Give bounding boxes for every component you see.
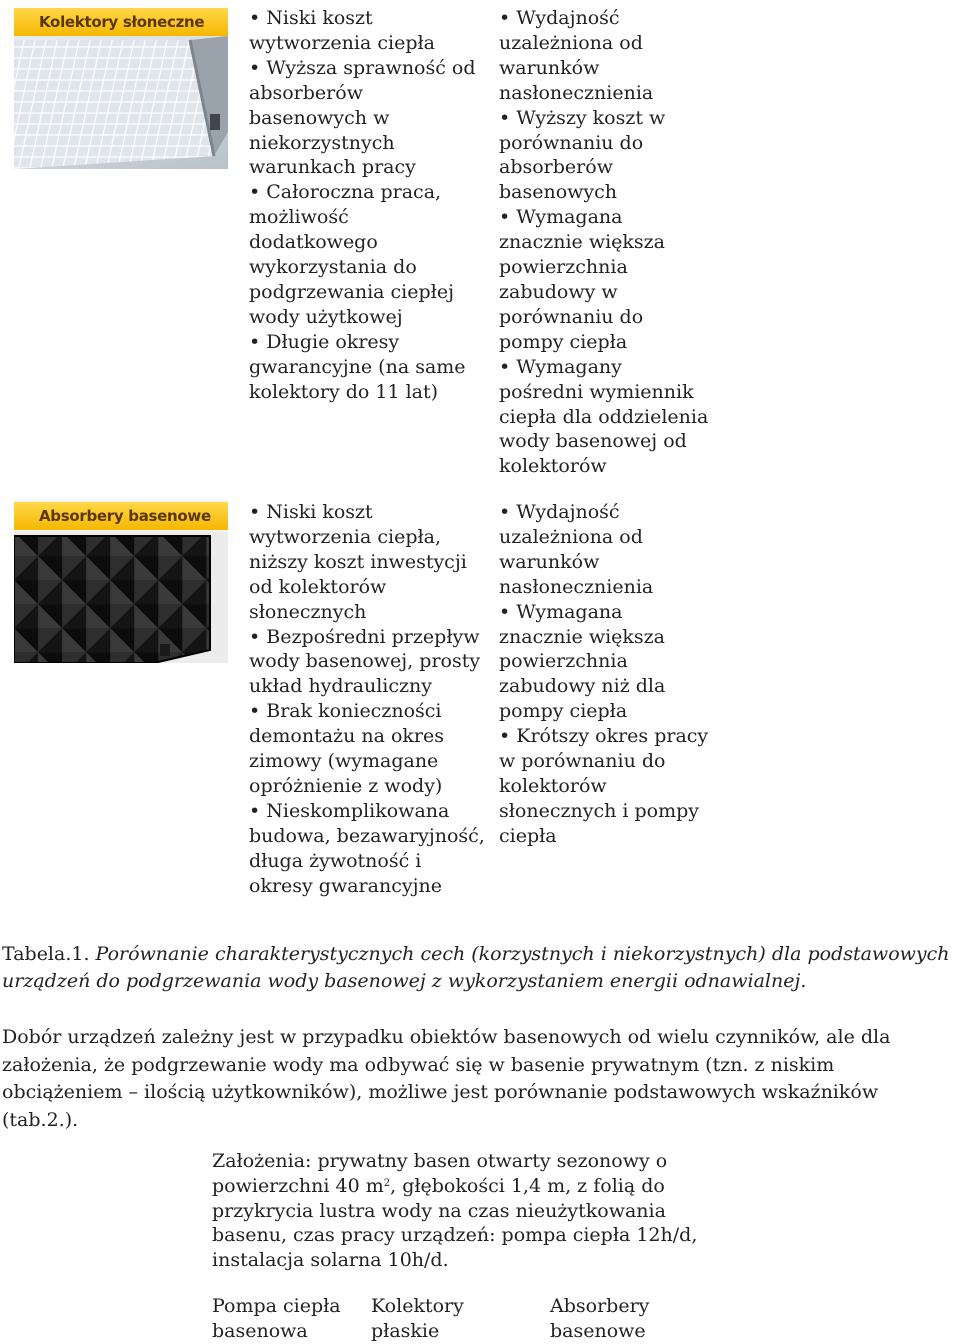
solar-collector-image [14, 8, 228, 169]
text-line: • Wyższa sprawność od [249, 56, 476, 79]
text-line: • Wymagana [499, 600, 623, 623]
text-line: nasłonecznienia [499, 575, 654, 598]
text-line: • Wydajność [499, 501, 620, 523]
text-line: możliwość [249, 206, 349, 229]
assumptions-line [212, 1174, 712, 1199]
pool-absorber-image-label: Absorbery basenowe [14, 502, 228, 530]
text-line: słonecznych [249, 600, 367, 623]
table2-header-heat-pump [212, 1294, 341, 1344]
table2-header-flat-collectors [371, 1294, 464, 1344]
text-line: wytworzenia ciepła [249, 31, 435, 54]
text-line: nasłonecznienia [499, 81, 654, 104]
text-line: wody basenowej od [499, 430, 687, 453]
text-line: • Długie okresy [249, 330, 400, 353]
solar-collector-image-label: Kolektory słoneczne [14, 8, 228, 36]
text-line: absorberów [249, 81, 363, 104]
text-line: uzależniona od [499, 31, 643, 54]
assumptions-block [212, 1149, 712, 1273]
assumptions-text: powierzchni 40 m [212, 1174, 384, 1197]
text-line: od kolektorów [249, 575, 387, 598]
text-line: pompy ciepła [499, 330, 628, 353]
body-paragraph: Dobór urządzeń zależny jest w przypadku obiektów basenowych od wielu czynników, ale dla założenia, że podgrzewanie wody ma odbywać się w basenie prywatnym (tzn. z niskim obciążeniem – ilością użytkowników), możliwe jest porównanie podstawowych wskaźników (tab.2.). [2, 1026, 891, 1131]
table2-header-pool-absorbers [550, 1294, 649, 1344]
text-line: • Wymagana [499, 206, 623, 229]
text-line: zabudowy w [499, 280, 618, 303]
text-line: kolektorów [499, 774, 607, 797]
text-line: • Niski koszt [249, 501, 373, 523]
text-line: powierzchnia [499, 650, 628, 673]
text-line: podgrzewania ciepłej [249, 280, 454, 303]
text-line: basenowych w [249, 106, 390, 129]
text-line: wody użytkowej [249, 305, 403, 328]
assumptions-line: przykrycia lustra wody na czas nieużytkowania [212, 1199, 666, 1222]
solar-collector-photo [14, 36, 228, 169]
text-line: porównaniu do [499, 305, 644, 328]
text-line: znacznie większa [499, 625, 666, 648]
text-line: pośredni wymiennik [499, 380, 694, 403]
header-line: Absorbery [550, 1295, 650, 1317]
text-line: • Wymagany [499, 355, 622, 378]
text-line: znacznie większa [499, 231, 666, 254]
text-line: wykorzystania do [249, 256, 417, 279]
text-line: • Całoroczna praca, [249, 181, 442, 204]
text-line: warunków [499, 550, 600, 573]
text-line: w porównaniu do [499, 750, 666, 773]
text-line: • Brak konieczności [249, 700, 442, 723]
text-line: gwarancyjne (na same [249, 355, 466, 378]
pool-absorber-image [14, 500, 228, 663]
text-line: kolektory do 11 lat) [249, 380, 439, 403]
text-line: warunkach pracy [249, 156, 416, 179]
assumptions-line: Założenia: prywatny basen otwarty sezonowy o [212, 1150, 668, 1172]
text-line: opróżnienie z wody) [249, 774, 443, 797]
assumptions-line: basenu, czas pracy urządzeń: pompa ciepła 12h/d, [212, 1224, 698, 1247]
header-line: basenowa [212, 1319, 308, 1342]
text-line: • Wyższy koszt w [499, 106, 666, 129]
text-line: niższy koszt inwestycji [249, 550, 467, 573]
text-line: dodatkowego [249, 231, 378, 254]
pool-absorber-photo [14, 532, 228, 663]
text-line: warunków [499, 56, 600, 79]
collector-disadvantages [499, 6, 729, 479]
superscript: 2 [383, 1177, 391, 1189]
absorber-disadvantages [499, 500, 734, 849]
text-line: basenowych [499, 181, 618, 204]
table-caption-text: Porównanie charakterystycznych cech (korzystnych i niekorzystnych) dla podstawowych urządzeń do podgrzewania wody basenowej z wykorzystaniem energii odnawialnej. [2, 943, 950, 993]
text-line: • Niski koszt [249, 7, 373, 29]
text-line: powierzchnia [499, 256, 628, 279]
table-caption [2, 941, 952, 996]
text-line: demontażu na okres [249, 725, 444, 748]
header-line: płaskie [371, 1319, 440, 1342]
text-line: • Nieskomplikowana [249, 799, 450, 822]
text-line: uzależniona od [499, 525, 643, 548]
absorber-advantages [249, 500, 489, 899]
text-line: kolektorów [499, 455, 607, 478]
text-line: słonecznych i pompy [499, 799, 700, 822]
header-line: Pompa ciepła [212, 1295, 341, 1317]
text-line: pompy ciepła [499, 700, 628, 723]
text-line: • Bezpośredni przepływ [249, 625, 480, 648]
text-line: ciepła [499, 824, 557, 847]
text-line: wytworzenia ciepła, [249, 525, 442, 548]
text-line: absorberów [499, 156, 613, 179]
assumptions-line: instalacja solarna 10h/d. [212, 1249, 449, 1272]
text-line: okresy gwarancyjne [249, 874, 442, 897]
text-line: niekorzystnych [249, 131, 395, 154]
text-line: zimowy (wymagane [249, 750, 439, 773]
text-line: wody basenowej, prosty [249, 650, 481, 673]
text-line: ciepła dla oddzielenia [499, 405, 709, 428]
text-line: zabudowy niż dla [499, 675, 666, 698]
text-line: porównaniu do [499, 131, 644, 154]
text-line: budowa, bezawaryjność, [249, 824, 485, 847]
text-line: • Wydajność [499, 7, 620, 29]
text-line: układ hydrauliczny [249, 675, 432, 698]
assumptions-text: , głębokości 1,4 m, z folią do [390, 1174, 665, 1197]
collector-advantages [249, 6, 484, 405]
text-line: długa żywotność i [249, 849, 422, 872]
text-line: • Krótszy okres pracy [499, 725, 709, 748]
header-line: Kolektory [371, 1295, 464, 1317]
table-caption-label: Tabela.1. [2, 943, 90, 965]
header-line: basenowe [550, 1319, 646, 1342]
